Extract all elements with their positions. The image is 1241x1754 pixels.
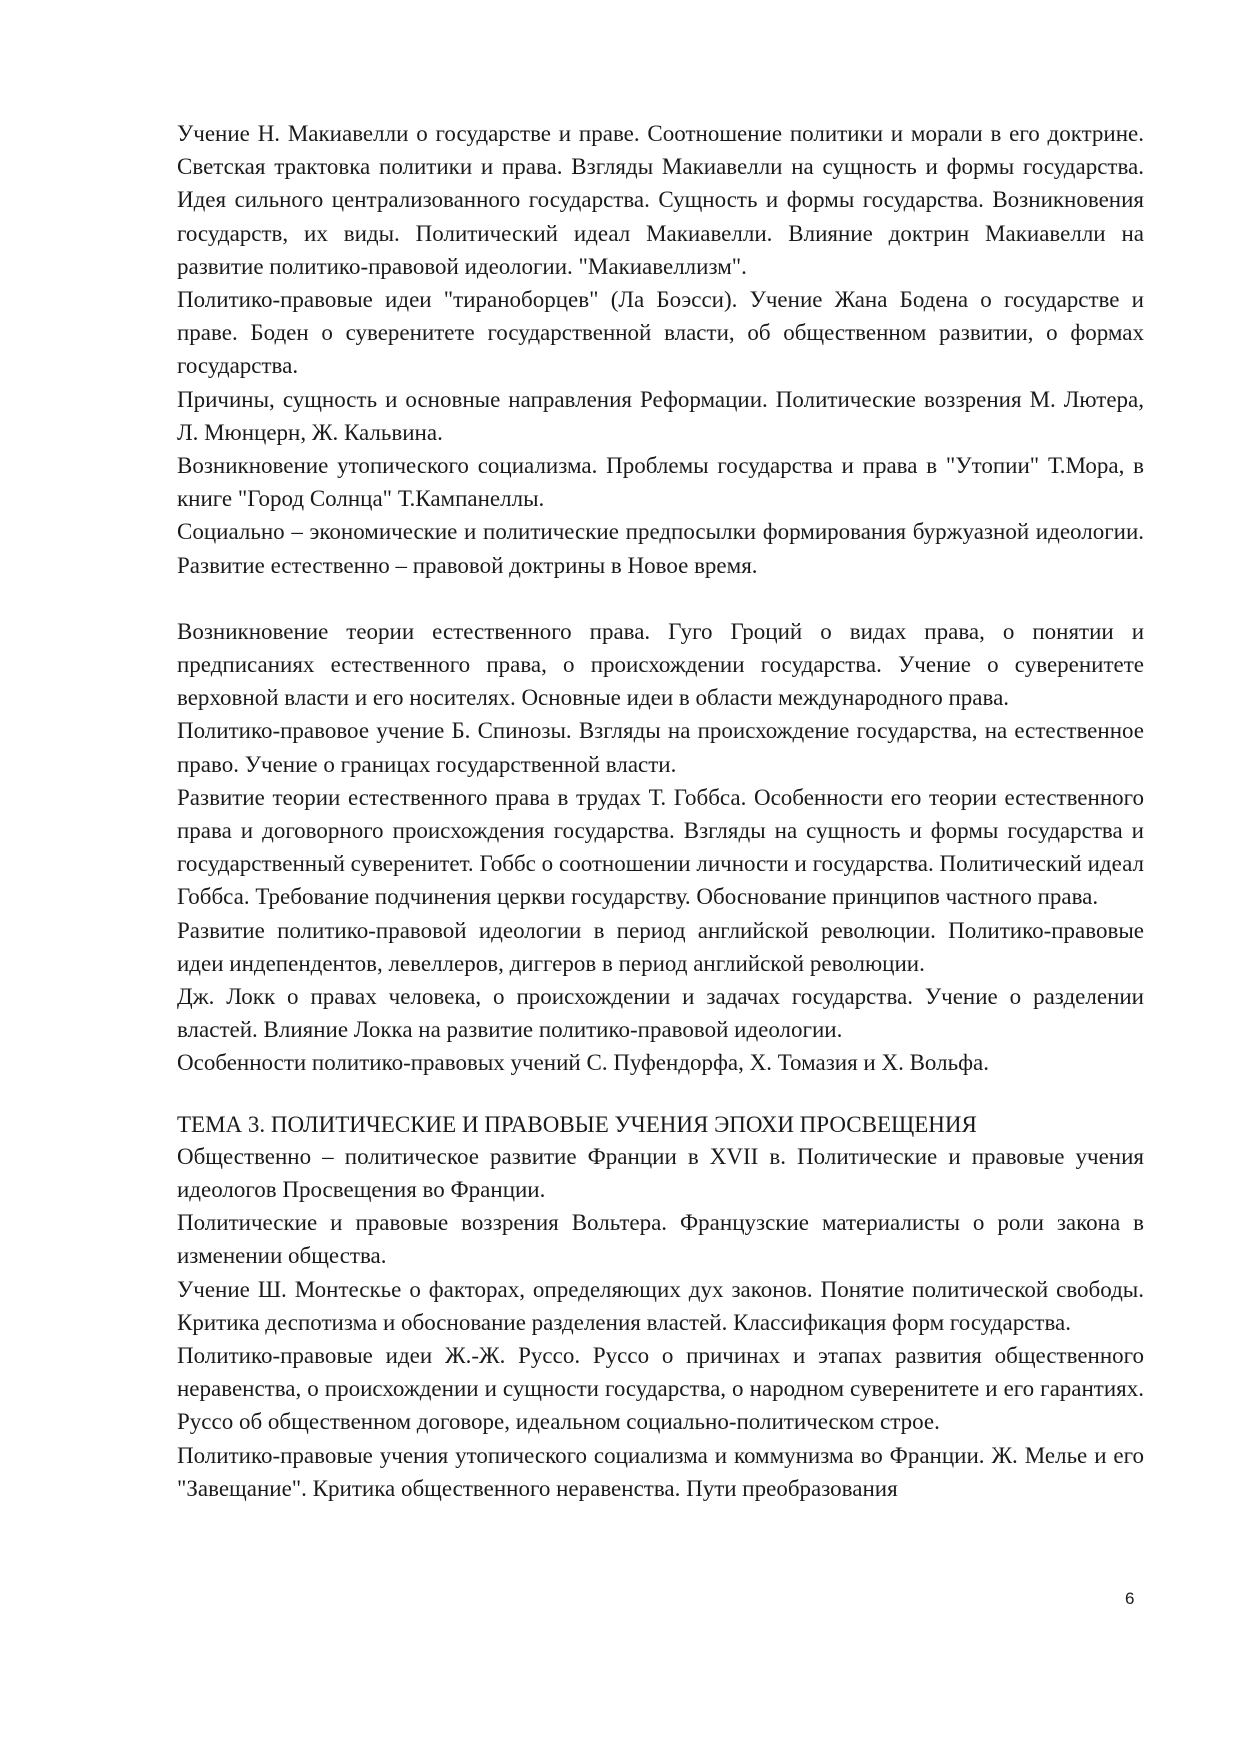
- paragraph-utopian-communism: Политико-правовые учения утопического социализма и коммунизма во Франции. Ж. Мелье и его "Завещание". Критика общественного неравенства. Пути преобразования: [177, 1442, 1144, 1501]
- document-body: [177, 117, 1144, 1505]
- paragraph-locke: Дж. Локк о правах человека, о происхождении и задачах государства. Учение о разделении властей. Влияние Локка на развитие политико-правовой идеологии.: [177, 984, 1144, 1043]
- page-number: 6: [1125, 1589, 1135, 1608]
- paragraph-montesquieu: Учение Ш. Монтескье о факторах, определяющих дух законов. Понятие политической свободы. Критика деспотизма и обоснование разделения властей. Классификация форм государства.: [177, 1276, 1144, 1335]
- paragraph-france-enlightenment: Общественно – политическое развитие Франции в XVII в. Политические и правовые учения идеологов Просвещения во Франции.: [177, 1143, 1144, 1202]
- paragraph-voltaire: Политические и правовые воззрения Вольтера. Французские материалисты о роли закона в изменении общества.: [177, 1210, 1144, 1269]
- paragraph-rousseau: Политико-правовые идеи Ж.-Ж. Руссо. Руссо о причинах и этапах развития общественного неравенства, о происхождении и сущности государства, о народном суверенитете и его гарантиях. Руссо об общественном договоре, идеальном социально-политическом строе.: [177, 1342, 1144, 1435]
- paragraph-english-revolution: Развитие политико-правовой идеологии в период английской революции. Политико-правовые идеи индепендентов, левеллеров, диггеров в период английской революции.: [177, 917, 1144, 976]
- paragraph-grotius: Возникновение теории естественного права. Гуго Гроций о видах права, о понятии и предписаниях естественного права, о происхождении государства. Учение о суверенитете верховной власти и его носителях. Основные идеи в области международного права.: [177, 618, 1144, 711]
- paragraph-tyrannomachs-bodin: Политико-правовые идеи "тираноборцев" (Ла Боэсси). Учение Жана Бодена о государстве и праве. Боден о суверенитете государственной власти, об общественном развитии, о формах государства.: [177, 287, 1144, 379]
- paragraph-spacer: [177, 582, 1144, 615]
- paragraph-spinoza: Политико-правовое учение Б. Спинозы. Взгляды на происхождение государства, на естественное право. Учение о границах государственной власти.: [177, 718, 1144, 777]
- section-spacer: [177, 1080, 1144, 1110]
- paragraph-bourgeois-ideology: Социально – экономические и политические предпосылки формирования буржуазной идеологии. Развитие естественно – правовой доктрины в Новое время.: [177, 519, 1144, 578]
- paragraph-pufendorf: Особенности политико-правовых учений С. Пуфендорфа, Х. Томазия и Х. Вольфа.: [177, 1050, 989, 1076]
- paragraph-machiavelli: Учение Н. Макиавелли о государстве и праве. Соотношение политики и морали в его доктрине. Светская трактовка политики и права. Взгляды Макиавелли на сущность и формы государства. Идея сильного централизованного государства. Сущность и формы государства. Возникновения государств, их виды. Политический идеал Макиавелли. Влияние доктрин Макиавелли на развитие политико-правовой идеологии. "Макиавеллизм".: [177, 121, 1144, 279]
- paragraph-utopian-socialism: Возникновение утопического социализма. Проблемы государства и права в "Утопии" Т.Мора, в книге "Город Солнца" Т.Кампанеллы.: [177, 453, 1144, 512]
- paragraph-hobbes: Развитие теории естественного права в трудах Т. Гоббса. Особенности его теории естественного права и договорного происхождения государства. Взгляды на сущность и формы государства и государственный суверенитет. Гоббс о соотношении личности и государства. Политический идеал Гоббса. Требование подчинения церкви государству. Обоснование принципов частного права.: [177, 784, 1144, 910]
- section-heading: ТЕМА 3. ПОЛИТИЧЕСКИЕ И ПРАВОВЫЕ УЧЕНИЯ ЭПОХИ ПРОСВЕЩЕНИЯ: [177, 1111, 977, 1137]
- paragraph-reformation: Причины, сущность и основные направления Реформации. Политические воззрения М. Лютера, Л. Мюнцерн, Ж. Кальвина.: [177, 386, 1144, 445]
